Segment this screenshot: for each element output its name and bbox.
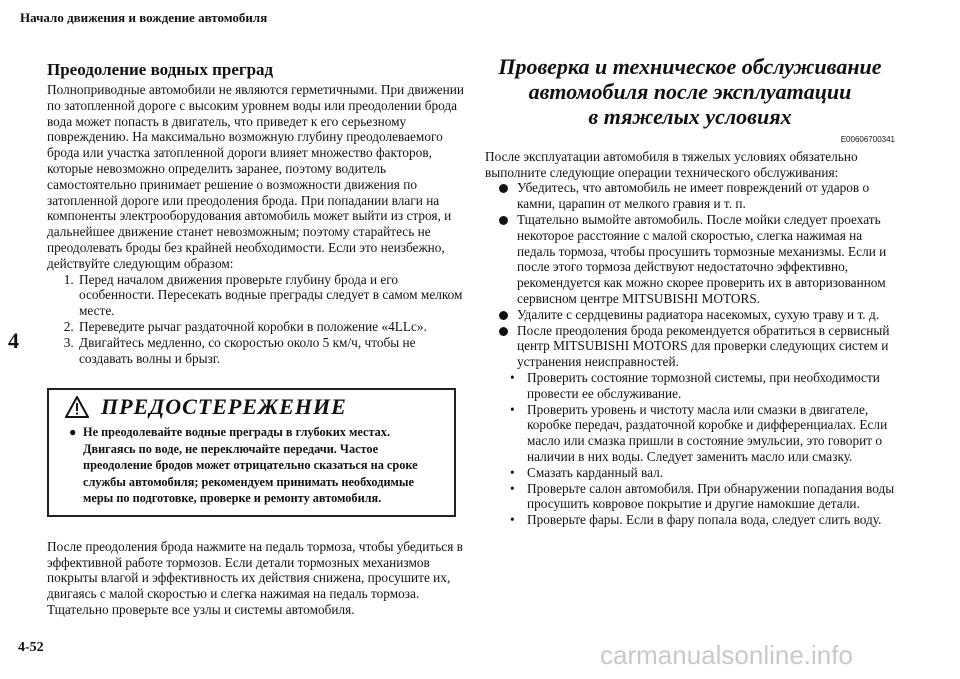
- warning-text: Не преодолевайте водные преграды в глубоких местах. Двигаясь по воде, не переключайте передачи. Частое преодоление бродов может отрицательно сказаться на сроке службы автомобиля; рекомендуем принимать необходимые меры по подготовке, проверке и ремонту автомобиля.: [83, 425, 418, 506]
- sub-marker: •: [510, 464, 515, 480]
- bullet-icon: [499, 184, 508, 193]
- bullet-icon: [499, 311, 508, 320]
- check-all-paragraph: Тщательно проверьте все узлы и системы автомобиля.: [47, 602, 355, 618]
- bullet-icon: [499, 327, 508, 336]
- right-title-line: Проверка и техническое обслуживание: [498, 54, 882, 79]
- sub-item: [485, 512, 895, 528]
- bullet-icon: ●: [69, 425, 77, 440]
- bullet-icon: [499, 216, 508, 225]
- warning-box: [47, 388, 456, 517]
- chapter-tab: 4: [8, 328, 19, 353]
- warning-title: ПРЕДОСТЕРЕЖЕНИЕ: [101, 394, 347, 420]
- steps-list: [47, 272, 467, 367]
- section-title: Преодоление водных преград: [47, 60, 274, 79]
- sub-item-text: Проверить состояние тормозной системы, при необходимости провести ее обслуживание.: [527, 369, 880, 401]
- sub-marker: •: [510, 512, 515, 528]
- sub-marker: •: [510, 401, 515, 417]
- list-item-text: Удалите с сердцевины радиатора насекомых, сухую траву и т. д.: [517, 306, 880, 322]
- intro-paragraph: Полноприводные автомобили не являются герметичными. При движении по затопленной дороге с высоким уровнем воды или преодолении брода вода может попасть в двигатель, что приведет к его серьезному повреждению. На максимально возможную глубину преодолеваемого брода или участка затопленной дороги влияет множество факторов, которые невозможно определить заранее, поэтому водитель самостоятельно принимает решение о возможности движения по затопленной дороге или преодоления брода. При попадании влаги на компоненты электрооборудования автомобиль может выйти из строя, и дальнейшее движение станет невозможным; поэтому старайтесь не преодолевать броды без крайней необходимости. Если это неизбежно, действуйте следующим образом:: [47, 82, 465, 271]
- left-column: [47, 60, 467, 618]
- step-item: 1. Перед началом движения проверьте глубину брода и его особенности. Пересекать водные преграды следует в самом мелком месте.: [77, 272, 467, 319]
- right-title-line: автомобиля после эксплуатации: [528, 79, 852, 104]
- right-title-line: в тяжелых условиях: [588, 104, 792, 129]
- running-header: Начало движения и вождение автомобиля: [20, 10, 268, 25]
- sub-item: [485, 370, 895, 402]
- list-item: [485, 307, 895, 323]
- sub-marker: •: [510, 480, 515, 496]
- list-item: [485, 180, 895, 212]
- right-intro: После эксплуатации автомобиля в тяжелых условиях обязательно выполните следующие операции технического обслуживания:: [485, 148, 858, 180]
- sub-item-text: Проверьте фары. Если в фару попала вода, следует слить воду.: [527, 512, 882, 528]
- sub-list: [485, 370, 895, 528]
- sub-item-text: Смазать карданный вал.: [527, 464, 664, 480]
- sub-item: [485, 402, 895, 465]
- right-column: [485, 54, 895, 528]
- sub-item-text: Проверить уровень и чистоту масла или смазки в двигателе, коробке передач, раздаточной коробке и дифференциалах. Если масло или смазка пришли в состояние эмульсии, это говорит о наличии в них воды. Следует заменить масло или смазку.: [527, 401, 888, 464]
- sub-item-text: Проверьте салон автомобиля. При обнаружении попадания воды просушить ковровое покрытие и другие намокшие детали.: [527, 480, 895, 512]
- list-item-text: После преодоления брода рекомендуется обратиться в сервисный центр MITSUBISHI MOTORS для проверки следующих систем и устранения неисправностей.: [517, 322, 890, 370]
- step-item: 3. Двигайтесь медленно, со скоростью около 5 км/ч, чтобы не создавать волны и брызг.: [77, 335, 467, 367]
- list-item-text: Убедитесь, что автомобиль не имеет повреждений от ударов о камни, царапин от мелкого гравия и т. п.: [517, 180, 870, 212]
- page-number: 4-52: [18, 640, 44, 655]
- section-code: E00606700341: [840, 135, 895, 144]
- warning-body: [49, 424, 454, 507]
- list-item: [485, 212, 895, 307]
- sub-item: [485, 465, 895, 481]
- list-item: [485, 323, 895, 370]
- warning-header: [49, 390, 454, 424]
- list-item-text: Тщательно вымойте автомобиль. После мойки следует проехать некоторое расстояние с малой скоростью, слегка нажимая на педаль тормоза, чтобы просушить тормозные механизмы. Если и после этого тормоза действуют недостаточно эффективно, рекомендуется как можно скорее проверить их в авторизованном сервисном центре MITSUBISHI MOTORS.: [517, 211, 887, 306]
- warning-triangle-icon: [65, 396, 89, 418]
- maintenance-list: [485, 180, 895, 370]
- sub-marker: •: [510, 369, 515, 385]
- watermark: carmanualsonline.info: [600, 640, 853, 670]
- after-ford-paragraph: После преодоления брода нажмите на педаль тормоза, чтобы убедиться в эффективной работе тормозов. Если детали тормозных механизмов покрыты влагой и эффективность их действия снижена, просушите их, двигаясь с малой скоростью и слегка нажимая на педаль тормоза.: [47, 538, 463, 602]
- sub-item: [485, 481, 895, 513]
- step-item: 2. Переведите рычаг раздаточной коробки в положение «4LLc».: [77, 319, 467, 335]
